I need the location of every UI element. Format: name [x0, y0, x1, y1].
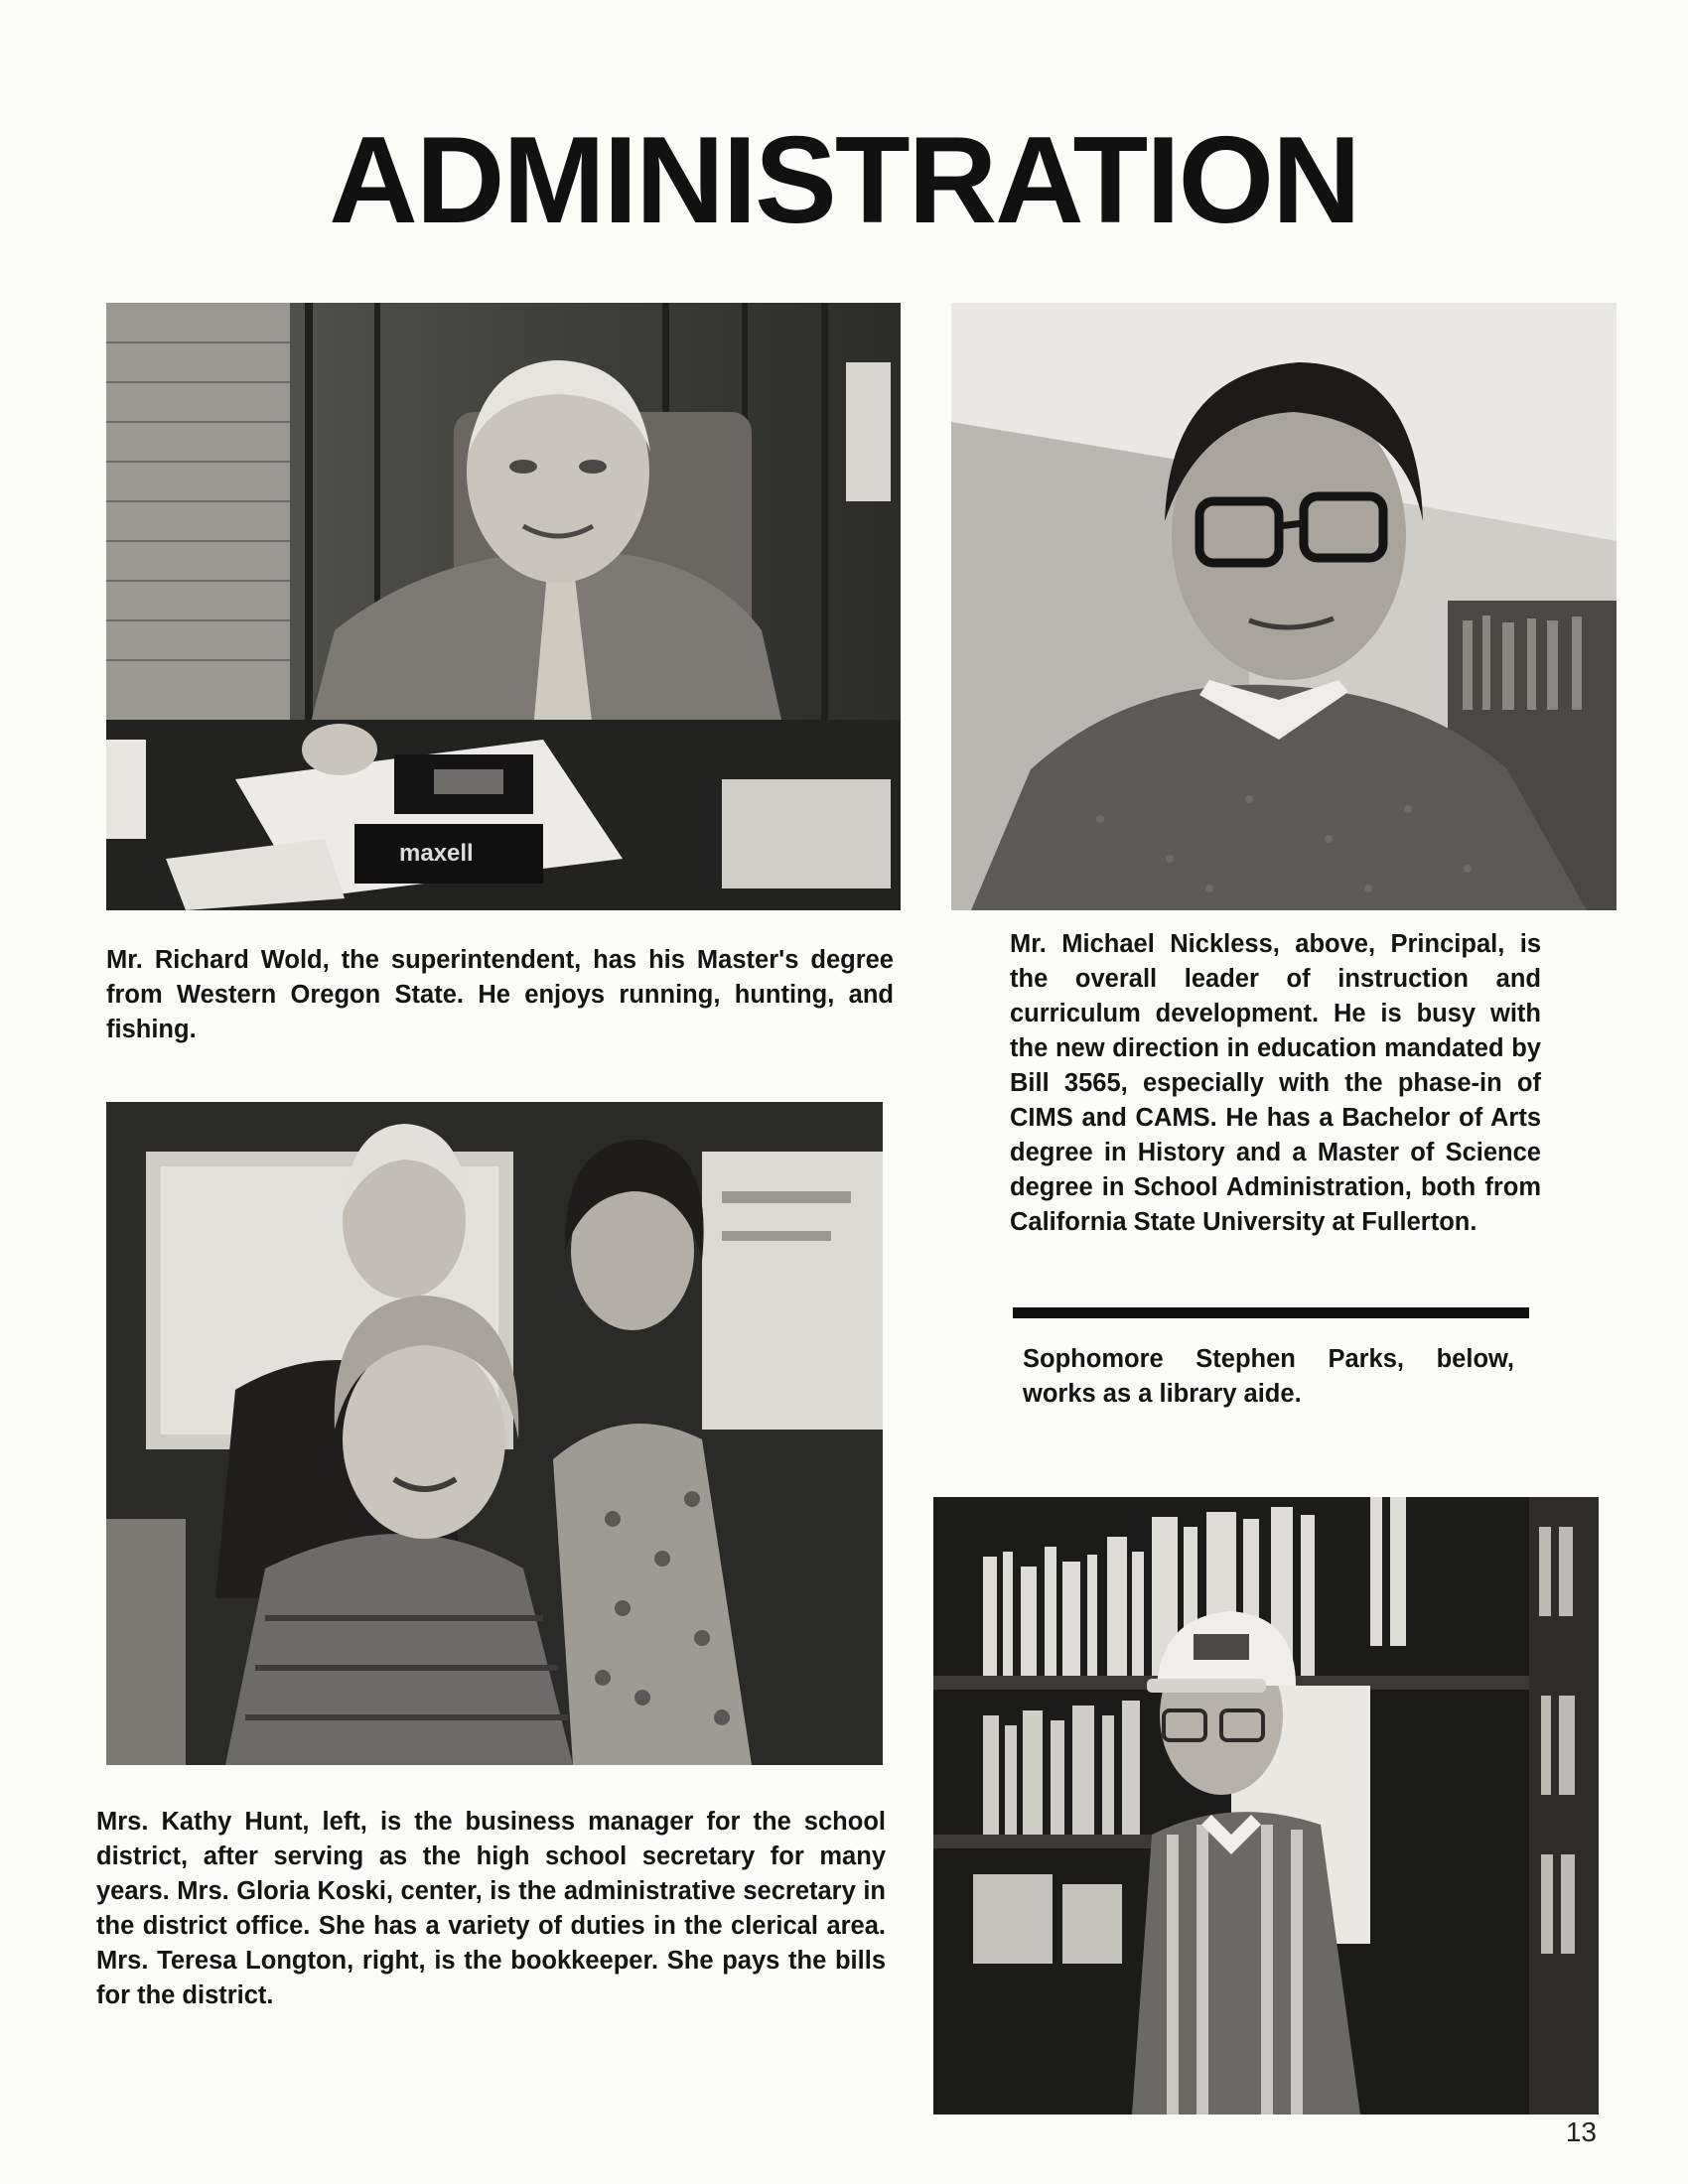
library-aide-photo-icon	[933, 1497, 1599, 2115]
superintendent-caption: Mr. Richard Wold, the superintendent, has his Master's degree from Western Oregon State. He enjoys running, hunting, and fishing.	[106, 946, 894, 1043]
library-aide-photo	[933, 1497, 1599, 2115]
principal-portrait-photo-icon	[951, 303, 1617, 910]
page-number: 13	[1565, 2116, 1597, 2147]
tape-label: maxell	[399, 840, 474, 867]
divider-rule	[1013, 1307, 1529, 1318]
principal-caption: Mr. Michael Nickless, above, Principal, is the overall leader of instruction and curriculum development. He is busy with the new direction in education mandated by Bill 3565, especially with the phase-in of CIMS and CAMS. He has a Bachelor of Arts degree in History and a Master of Science degree in School Administration, both from California State University at Fullerton.	[1010, 930, 1541, 1236]
office-staff-caption: Mrs. Kathy Hunt, left, is the business manager for the school district, after serving as the high school secretary for many years. Mrs. Gloria Koski, center, is the administrative secretary in the district office. She has a variety of duties in the clerical area. Mrs. Teresa Longton, right, is the bookkeeper. She pays the bills for the district.	[96, 1808, 886, 2009]
superintendent-photo	[106, 303, 901, 910]
office-staff-group-photo-icon	[106, 1102, 883, 1765]
principal-photo	[951, 303, 1617, 910]
superintendent-desk-photo-icon	[106, 303, 901, 910]
office-staff-photo	[106, 1102, 883, 1765]
library-aide-caption: Sophomore Stephen Parks, below, works as a library aide.	[1023, 1345, 1514, 1408]
page-title: ADMINISTRATION	[329, 112, 1359, 249]
